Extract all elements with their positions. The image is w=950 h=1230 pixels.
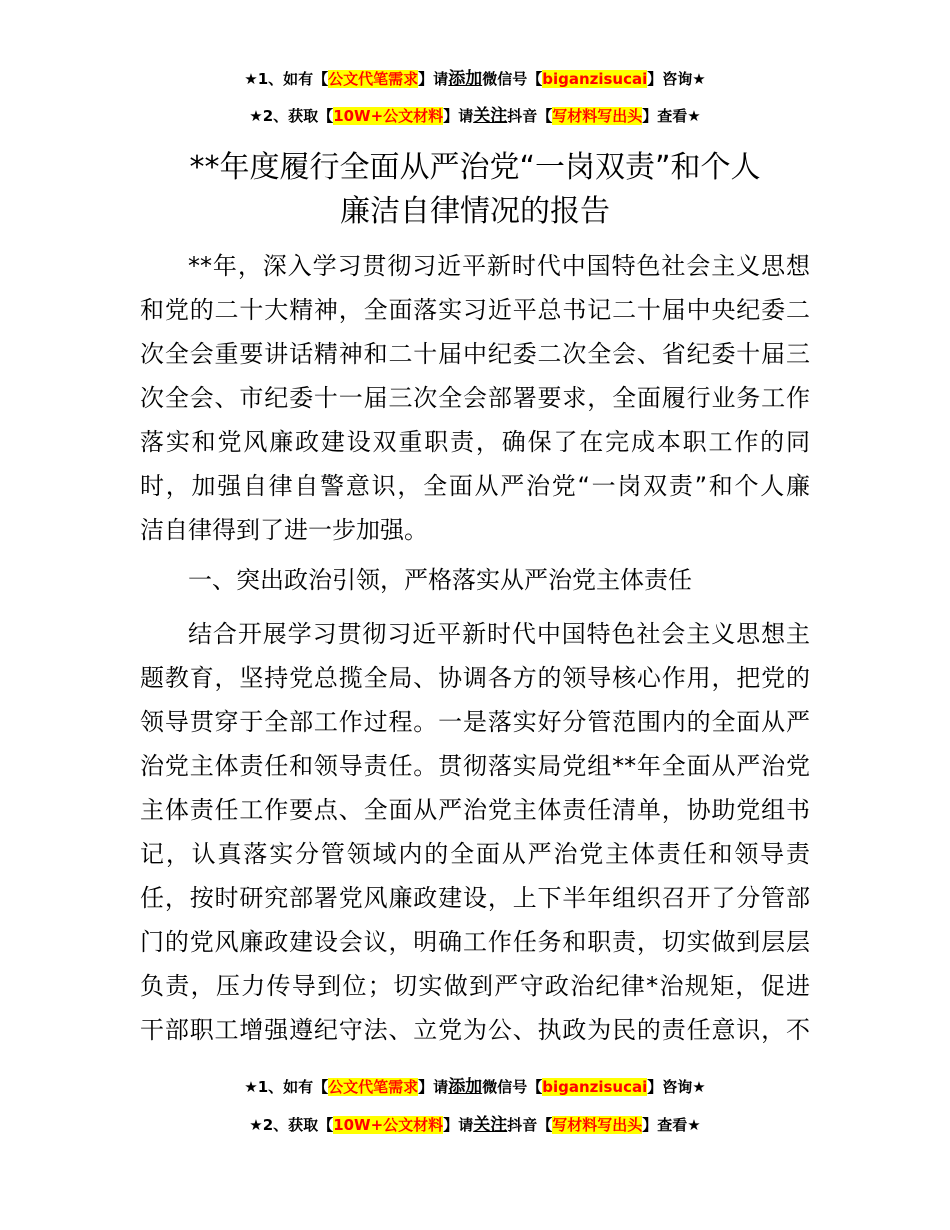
promo-douyin-id: 写材料写出头 (552, 1116, 643, 1134)
promo-text: 】请 (418, 1078, 449, 1096)
promo-line-2-top (0, 105, 950, 127)
paragraph-line: 主体责任工作要点、全面从严治党主体责任清单，协助党组书 (140, 796, 810, 824)
promo-highlight: 公文代笔需求 (328, 1078, 419, 1096)
promo-underline: 关注 (473, 1115, 508, 1135)
promo-text: 微信号【 (482, 70, 543, 88)
promo-highlight: 公文代笔需求 (328, 70, 419, 88)
promo-text: 微信号【 (482, 1078, 543, 1096)
section-heading: 一、突出政治引领，严格落实从严治党主体责任 (188, 566, 692, 594)
promo-underline: 关注 (473, 106, 508, 126)
promo-underline: 添加 (448, 69, 483, 89)
promo-text: ★1、如有【 (244, 1078, 329, 1096)
promo-text: ★2、获取【 (249, 107, 334, 125)
paragraph-line: 时，加强自律自警意识，全面从严治党“一岗双责”和个人廉 (140, 472, 810, 500)
paragraph-line: 记，认真落实分管领域内的全面从严治党主体责任和领导责 (140, 840, 810, 868)
promo-line-1-top (0, 68, 950, 90)
paragraph-line: **年，深入学习贯彻习近平新时代中国特色社会主义思想 (188, 252, 810, 280)
paragraph-line: 和党的二十大精神，全面落实习近平总书记二十届中央纪委二 (140, 296, 810, 324)
promo-underline: 添加 (448, 1077, 483, 1097)
promo-line-1-bottom (0, 1076, 950, 1098)
promo-wechat-id: biganzisucai (542, 70, 648, 88)
promo-line-2-bottom (0, 1114, 950, 1136)
promo-text: 】查看★ (642, 1116, 701, 1134)
paragraph-line: 门的党风廉政建设会议，明确工作任务和职责，切实做到层层 (140, 928, 810, 956)
paragraph-line: 任，按时研究部署党风廉政建设，上下半年组织召开了分管部 (140, 884, 810, 912)
document-title-line-2: 廉洁自律情况的报告 (340, 194, 610, 229)
paragraph-line: 次全会重要讲话精神和二十届中纪委二次全会、省纪委十届三 (140, 340, 810, 368)
promo-text: ★1、如有【 (244, 70, 329, 88)
promo-wechat-id: biganzisucai (542, 1078, 648, 1096)
document-title-line-1: **年度履行全面从严治党“一岗双责”和个人 (189, 150, 761, 185)
promo-text: 】咨询★ (647, 1078, 706, 1096)
paragraph-line: 干部职工增强遵纪守法、立党为公、执政为民的责任意识，不 (140, 1016, 810, 1044)
paragraph-line: 领导贯穿于全部工作过程。一是落实好分管范围内的全面从严 (140, 708, 810, 736)
paragraph-line: 题教育，坚持党总揽全局、协调各方的领导核心作用，把党的 (140, 664, 810, 692)
promo-text: ★2、获取【 (249, 1116, 334, 1134)
paragraph-line: 结合开展学习贯彻习近平新时代中国特色社会主义思想主 (188, 620, 810, 648)
promo-text: 抖音【 (507, 107, 553, 125)
paragraph-line: 治党主体责任和领导责任。贯彻落实局党组**年全面从严治党 (140, 752, 810, 780)
paragraph-line: 负责，压力传导到位；切实做到严守政治纪律*治规矩，促进 (140, 972, 810, 1000)
paragraph-line: 落实和党风廉政建设双重职责，确保了在完成本职工作的同 (140, 428, 810, 456)
paragraph-line: 次全会、市纪委十一届三次全会部署要求，全面履行业务工作 (140, 384, 810, 412)
promo-text: 】查看★ (642, 107, 701, 125)
paragraph-line: 洁自律得到了进一步加强。 (140, 516, 428, 544)
promo-text: 】请 (443, 1116, 474, 1134)
promo-text: 】请 (443, 107, 474, 125)
promo-douyin-id: 写材料写出头 (552, 107, 643, 125)
promo-highlight: 10W+公文材料 (333, 1116, 444, 1134)
promo-text: 抖音【 (507, 1116, 553, 1134)
promo-text: 】咨询★ (647, 70, 706, 88)
promo-text: 】请 (418, 70, 449, 88)
promo-highlight: 10W+公文材料 (333, 107, 444, 125)
